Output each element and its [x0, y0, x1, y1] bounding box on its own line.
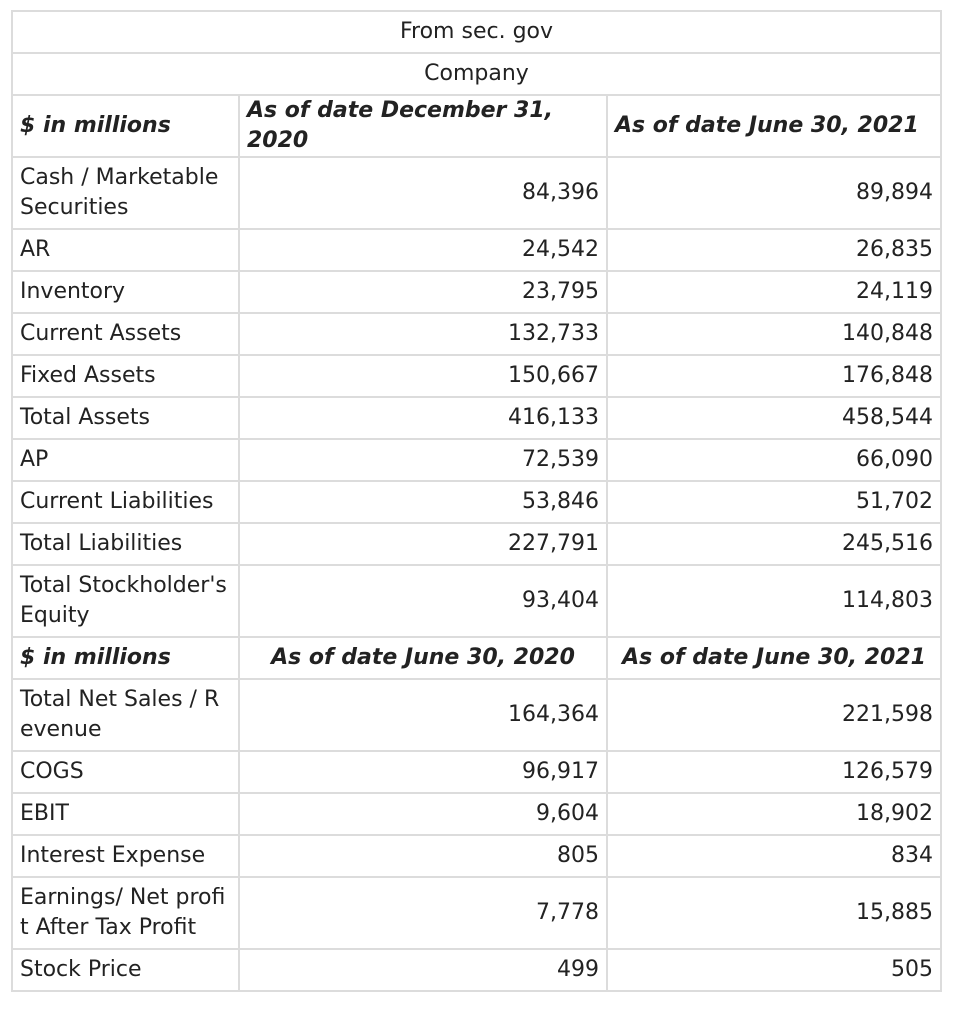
table-row: [12, 271, 941, 313]
table-row: [12, 679, 941, 751]
row-value-2: 26,835: [607, 229, 941, 271]
row-value-1: 132,733: [239, 313, 607, 355]
table-row: [12, 877, 941, 949]
row-value-2: 18,902: [607, 793, 941, 835]
row-value-2: 176,848: [607, 355, 941, 397]
row-value-1: 72,539: [239, 439, 607, 481]
row-value-2: 126,579: [607, 751, 941, 793]
row-value-2: 114,803: [607, 565, 941, 637]
table-row: [12, 229, 941, 271]
balance-date2-header: As of date June 30, 2021: [607, 95, 941, 157]
table-row: [12, 565, 941, 637]
row-label: COGS: [12, 751, 239, 793]
row-value-1: 150,667: [239, 355, 607, 397]
row-value-1: 7,778: [239, 877, 607, 949]
balance-units-header: $ in millions: [12, 95, 239, 157]
financial-table-container: [11, 10, 942, 992]
income-date2-header: As of date June 30, 2021: [607, 637, 941, 679]
row-label: Inventory: [12, 271, 239, 313]
table-row: [12, 313, 941, 355]
row-value-2: 505: [607, 949, 941, 991]
row-value-1: 9,604: [239, 793, 607, 835]
company-label: Company: [12, 53, 941, 95]
row-value-1: 96,917: [239, 751, 607, 793]
row-value-1: 23,795: [239, 271, 607, 313]
table-row: [12, 751, 941, 793]
table-row: [12, 949, 941, 991]
table-row: [12, 397, 941, 439]
row-label: Cash / Marketable Securities: [12, 157, 239, 229]
income-date1-header: As of date June 30, 2020: [239, 637, 607, 679]
row-value-2: 834: [607, 835, 941, 877]
table-row: [12, 481, 941, 523]
row-label: Current Assets: [12, 313, 239, 355]
row-label: Total Assets: [12, 397, 239, 439]
row-label: Current Liabilities: [12, 481, 239, 523]
financial-data-table: [11, 10, 942, 992]
row-value-2: 221,598: [607, 679, 941, 751]
row-value-2: 140,848: [607, 313, 941, 355]
table-row: [12, 157, 941, 229]
row-label: Stock Price: [12, 949, 239, 991]
row-label: Fixed Assets: [12, 355, 239, 397]
row-value-1: 805: [239, 835, 607, 877]
row-label: Total Liabilities: [12, 523, 239, 565]
table-row: [12, 523, 941, 565]
row-value-1: 227,791: [239, 523, 607, 565]
income-units-header: $ in millions: [12, 637, 239, 679]
row-value-1: 164,364: [239, 679, 607, 751]
row-value-2: 89,894: [607, 157, 941, 229]
table-row: [12, 439, 941, 481]
source-row: [12, 11, 941, 53]
row-value-2: 458,544: [607, 397, 941, 439]
row-value-2: 24,119: [607, 271, 941, 313]
row-label: AR: [12, 229, 239, 271]
row-value-1: 416,133: [239, 397, 607, 439]
table-row: [12, 835, 941, 877]
row-value-2: 15,885: [607, 877, 941, 949]
income-header-row: [12, 637, 941, 679]
company-row: [12, 53, 941, 95]
row-label: Total Stockholder's Equity: [12, 565, 239, 637]
row-value-1: 24,542: [239, 229, 607, 271]
row-label: EBIT: [12, 793, 239, 835]
row-value-2: 66,090: [607, 439, 941, 481]
table-row: [12, 355, 941, 397]
balance-header-row: [12, 95, 941, 157]
row-label: AP: [12, 439, 239, 481]
row-value-1: 84,396: [239, 157, 607, 229]
row-label: Earnings/ Net profi t After Tax Profit: [12, 877, 239, 949]
row-value-1: 53,846: [239, 481, 607, 523]
balance-date1-header: As of date December 31, 2020: [239, 95, 607, 157]
row-label: Total Net Sales / R evenue: [12, 679, 239, 751]
table-row: [12, 793, 941, 835]
row-value-1: 499: [239, 949, 607, 991]
row-value-1: 93,404: [239, 565, 607, 637]
row-value-2: 51,702: [607, 481, 941, 523]
source-label: From sec. gov: [12, 11, 941, 53]
row-value-2: 245,516: [607, 523, 941, 565]
row-label: Interest Expense: [12, 835, 239, 877]
